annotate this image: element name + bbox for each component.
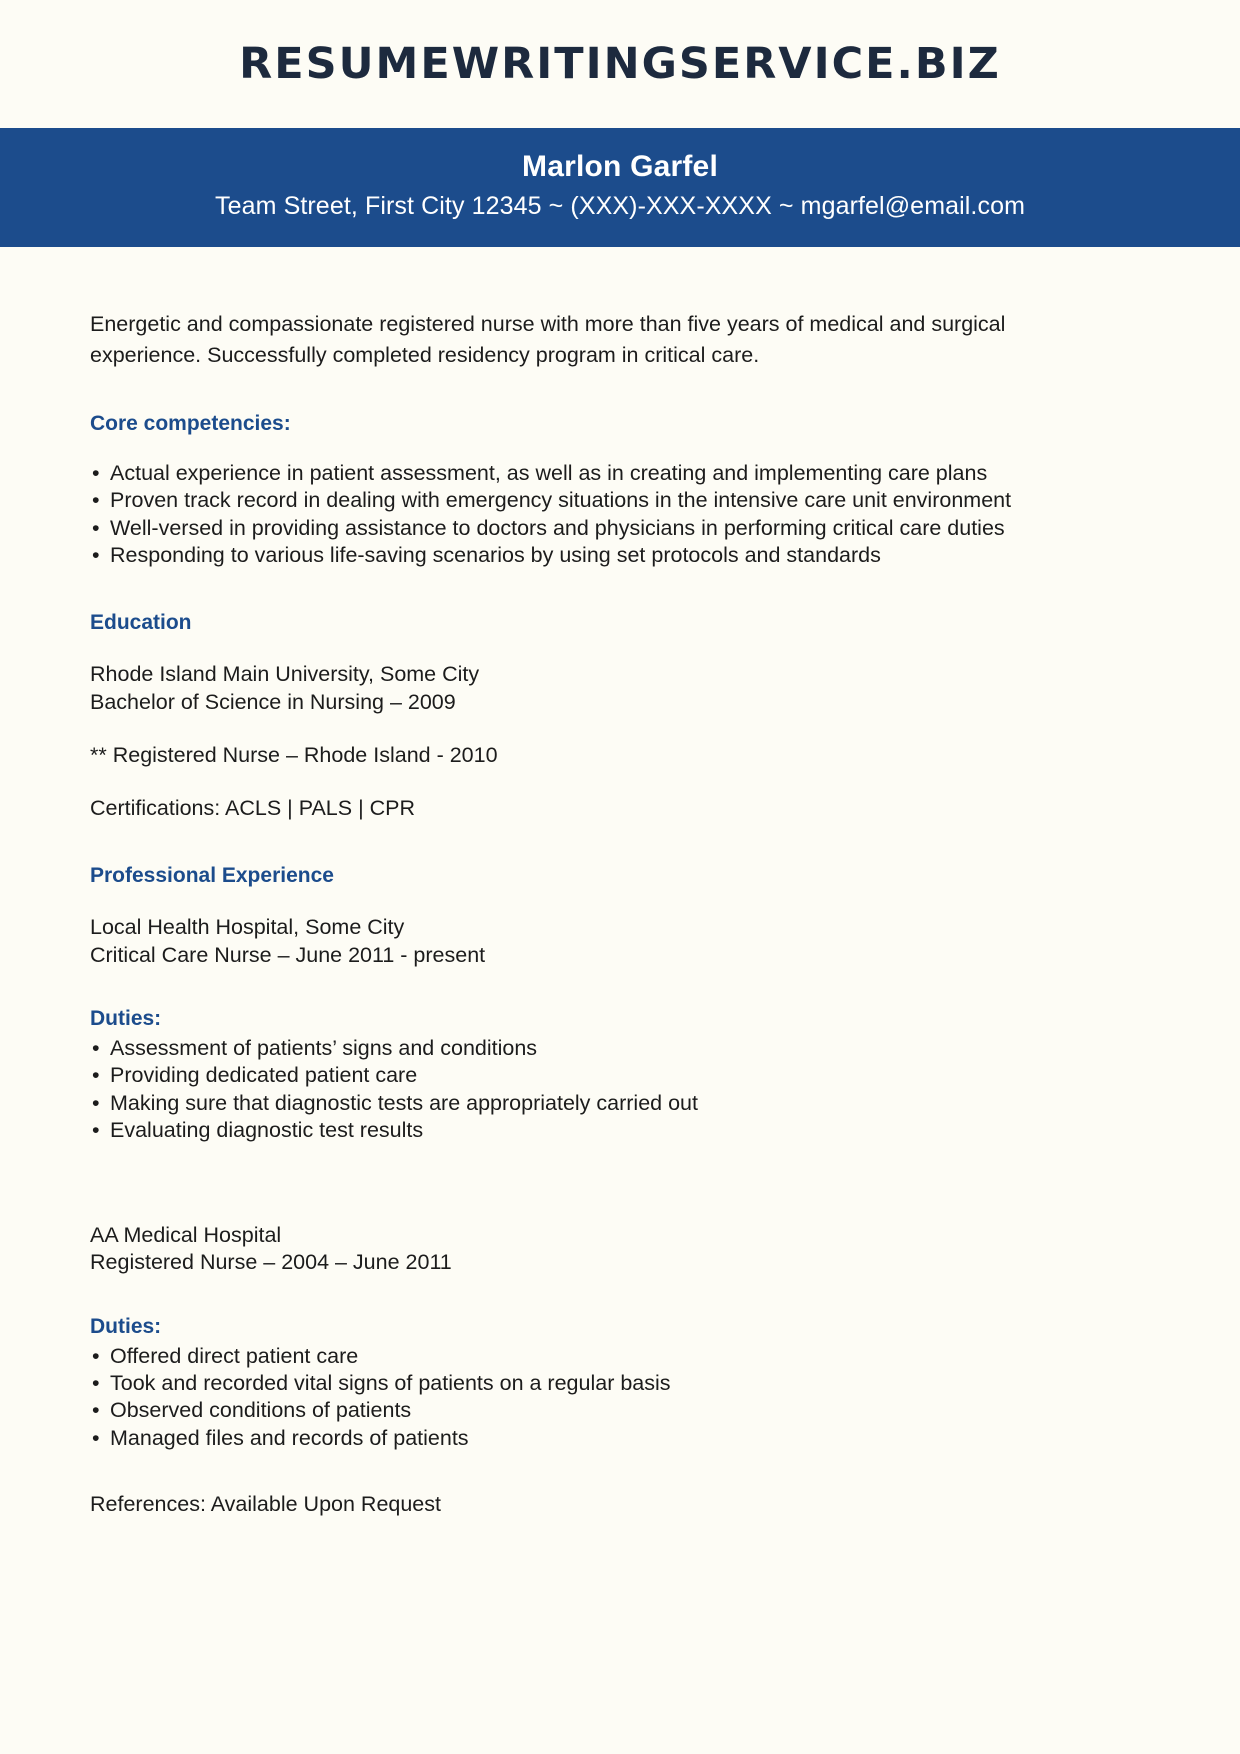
list-item: • Responding to various life-saving scenarios by using set protocols and standards [90,542,1152,569]
job-employer: AA Medical Hospital [90,1223,282,1248]
duties-heading: Duties: [90,1314,162,1338]
list-item: • Observed conditions of patients [90,1397,1152,1424]
site-banner [0,0,1240,128]
list-item: • Proven track record in dealing with emergency situations in the intensive care unit environment [90,487,1152,514]
duties-heading: Duties: [90,1007,162,1030]
duties-list-2 [90,1343,1152,1452]
education-entry [90,661,1152,716]
job-role: Registered Nurse – 2004 – June 2011 [90,1250,452,1275]
job-role: Critical Care Nurse – June 2011 - present [90,942,486,967]
education-license: ** Registered Nurse – Rhode Island - 2010 [90,742,498,767]
section-heading-professional-experience: Professional Experience [90,864,334,888]
candidate-contact: Team Street, First City 12345 ~ (XXX)-XXX-XXXX ~ mgarfel@email.com [214,192,1026,220]
section-heading-core-competencies: Core competencies: [90,412,291,436]
education-school: Rhode Island Main University, Some City [90,662,480,687]
list-item: • Assessment of patients’ signs and conditions [90,1035,1152,1062]
list-item: • Providing dedicated patient care [90,1062,1152,1089]
resume-header [0,128,1240,247]
list-item: • Making sure that diagnostic tests are appropriately carried out [90,1090,1152,1117]
education-degree: Bachelor of Science in Nursing – 2009 [90,689,456,714]
education-certifications: Certifications: ACLS | PALS | CPR [90,796,416,821]
section-spacer [90,1144,1152,1196]
list-item: • Managed files and records of patients [90,1425,1152,1452]
list-item: • Evaluating diagnostic test results [90,1117,1152,1144]
job-entry-1 [90,914,1152,969]
section-heading-education: Education [90,611,192,635]
resume-body [0,247,1240,1517]
core-competencies-list [90,460,1152,569]
duties-list-1 [90,1035,1152,1144]
list-item: • Well-versed in providing assistance to doctors and physicians in performing critical care duties [90,515,1152,542]
job-employer: Local Health Hospital, Some City [90,915,405,940]
site-title: RESUMEWRITINGSERVICE.BIZ [239,39,1001,89]
list-item: • Took and recorded vital signs of patients on a regular basis [90,1370,1152,1397]
job-entry-2 [90,1222,1152,1277]
summary-paragraph: Energetic and compassionate registered nurse with more than five years of medical and surgical experience. Successfully completed residency program in critical care. [90,312,1006,367]
candidate-name: Marlon Garfel [522,150,718,183]
list-item: • Offered direct patient care [90,1343,1152,1370]
references-line: References: Available Upon Request [90,1491,441,1516]
list-item: • Actual experience in patient assessment, as well as in creating and implementing care plans [90,460,1152,487]
